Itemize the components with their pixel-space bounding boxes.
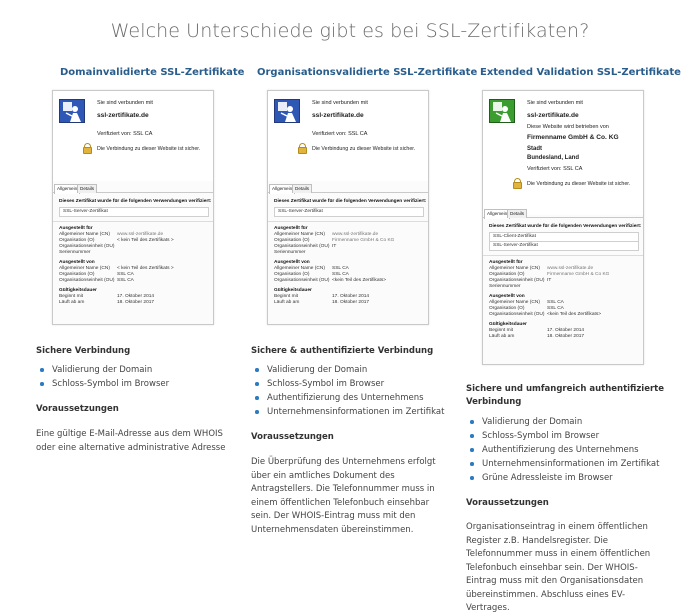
feature-list bbox=[466, 415, 659, 485]
list-item: Unternehmensinformationen im Zertifikat bbox=[466, 457, 659, 471]
list-item: Authentifizierung des Unternehmens bbox=[466, 443, 659, 457]
purpose-item: SSL-Client-Zertifikat bbox=[489, 232, 639, 242]
requirements-title: Voraussetzungen bbox=[251, 432, 334, 442]
feature-subhead: Sichere Verbindung bbox=[36, 346, 131, 356]
field-row: Beginnt mit 17. Oktober 2014 bbox=[59, 294, 155, 299]
connected-label: Sie sind verbunden mit bbox=[97, 100, 153, 106]
secure-connection-label: Die Verbindung zu dieser Website ist sicher. bbox=[97, 146, 201, 152]
certificate-dialog bbox=[267, 90, 429, 325]
certificate-header bbox=[268, 91, 428, 181]
field-row: Seriennummer bbox=[274, 250, 306, 255]
list-item: Schloss-Symbol im Browser bbox=[466, 429, 659, 443]
tab-general[interactable]: Allgemein bbox=[54, 184, 80, 194]
page-title: Welche Unterschiede gibt es bei SSL-Zertifikaten? bbox=[110, 20, 590, 42]
connected-label: Sie sind verbunden mit bbox=[312, 100, 368, 106]
feature-subhead: Sichere & authentifizierte Verbindung bbox=[251, 346, 434, 356]
field-row: Läuft ab am 18. Oktober 2017 bbox=[59, 300, 155, 305]
issued-to-heading: Ausgestellt für bbox=[274, 226, 308, 231]
field-row: Seriennummer bbox=[59, 250, 91, 255]
certificate-domain: ssl-zertifikate.de bbox=[312, 112, 364, 119]
certificate-person-icon bbox=[59, 99, 85, 123]
certificate-body bbox=[489, 224, 642, 340]
purposes-title: Dieses Zertifikat wurde für die folgenden Verwendungen verifiziert: bbox=[489, 224, 642, 229]
field-row: Organisation (O) SSL CA bbox=[59, 272, 134, 277]
list-item: Unternehmensinformationen im Zertifikat bbox=[251, 405, 444, 419]
feature-subhead: Sichere und umfangreich authentifizierte Verbindung bbox=[466, 384, 664, 407]
requirements-title: Voraussetzungen bbox=[36, 404, 119, 414]
list-item: Validierung der Domain bbox=[466, 415, 659, 429]
field-row: Organisationseinheit (OU) SSL CA bbox=[59, 278, 134, 283]
tab-details[interactable]: Details bbox=[292, 184, 312, 193]
tab-details[interactable]: Details bbox=[507, 209, 527, 218]
feature-list bbox=[36, 363, 169, 391]
certificate-header bbox=[483, 91, 643, 215]
certificate-tabs bbox=[268, 183, 428, 193]
purpose-item: SSL-Server-Zertifikat bbox=[59, 207, 209, 217]
certificate-body bbox=[274, 199, 427, 306]
certificate-domain: ssl-zertifikate.de bbox=[527, 112, 579, 119]
requirements-text: Eine gültige E-Mail-Adresse aus dem WHOIS oder eine alternative administrative Adresse bbox=[36, 429, 226, 453]
issued-by-heading: Ausgestellt von bbox=[489, 294, 525, 299]
field-row: Organisationseinheit (OU) IT bbox=[274, 244, 337, 249]
certificate-person-icon bbox=[274, 99, 300, 123]
validity-heading: Gültigkeitsdauer bbox=[274, 288, 312, 293]
column-title: Organisationsvalidierte SSL-Zertifikate bbox=[257, 67, 478, 78]
certificate-header bbox=[53, 91, 213, 181]
operated-by-label: Diese Website wird betrieben von bbox=[527, 124, 609, 130]
field-row: Beginnt mit 17. Oktober 2014 bbox=[274, 294, 370, 299]
column-title: Extended Validation SSL-Zertifikate bbox=[480, 67, 681, 78]
field-row: Allgemeiner Name (CN) www.ssl-zertifikate.de bbox=[59, 232, 164, 237]
company-state: Bundesland, Land bbox=[527, 155, 580, 161]
validity-heading: Gültigkeitsdauer bbox=[489, 322, 527, 327]
field-row: Allgemeiner Name (CN) www.ssl-zertifikate.de bbox=[274, 232, 379, 237]
issued-to-heading: Ausgestellt für bbox=[489, 260, 523, 265]
list-item: Schloss-Symbol im Browser bbox=[36, 377, 169, 391]
field-row: Organisationseinheit (OU) IT bbox=[489, 278, 552, 283]
company-city: Stadt bbox=[527, 146, 542, 152]
certificate-tabs bbox=[53, 183, 213, 193]
list-item: Validierung der Domain bbox=[251, 363, 444, 377]
verified-by-label: Verifiziert von: SSL CA bbox=[312, 131, 368, 137]
field-row: Organisationseinheit (OU) bbox=[59, 244, 115, 249]
field-row: Organisation (O) < kein Teil des Zertifikats > bbox=[59, 238, 174, 243]
issued-by-heading: Ausgestellt von bbox=[59, 260, 95, 265]
certificate-dialog bbox=[52, 90, 214, 325]
tab-general[interactable]: Allgemein bbox=[269, 184, 295, 194]
list-item: Schloss-Symbol im Browser bbox=[251, 377, 444, 391]
field-row: Organisation (O) SSL CA bbox=[489, 306, 564, 311]
tab-details[interactable]: Details bbox=[77, 184, 97, 193]
validity-heading: Gültigkeitsdauer bbox=[59, 288, 97, 293]
lock-icon bbox=[83, 143, 92, 154]
certificate-dialog bbox=[482, 90, 644, 365]
field-row: Organisationseinheit (OU) <kein Teil des Zertifikats> bbox=[489, 312, 602, 317]
field-row: Allgemeiner Name (CN) SSL CA bbox=[274, 266, 349, 271]
field-row: Läuft ab am 18. Oktober 2017 bbox=[489, 334, 585, 339]
purpose-item: SSL-Server-Zertifikat bbox=[274, 207, 424, 217]
feature-list bbox=[251, 363, 444, 419]
purposes-title: Dieses Zertifikat wurde für die folgenden Verwendungen verifiziert: bbox=[59, 199, 212, 204]
field-row: Allgemeiner Name (CN) www.ssl-zertifikate.de bbox=[489, 266, 594, 271]
verified-by-label: Verifiziert von: SSL CA bbox=[527, 166, 583, 172]
field-row: Allgemeiner Name (CN) < kein Teil des Zertifikats > bbox=[59, 266, 174, 271]
field-row: Läuft ab am 18. Oktober 2017 bbox=[274, 300, 370, 305]
certificate-body bbox=[59, 199, 212, 306]
list-item: Validierung der Domain bbox=[36, 363, 169, 377]
field-row: Beginnt mit 17. Oktober 2014 bbox=[489, 328, 585, 333]
field-row: Organisation (O) Firmenname GmbH & Co KG bbox=[489, 272, 610, 277]
certificate-person-icon bbox=[489, 99, 515, 123]
issued-to-heading: Ausgestellt für bbox=[59, 226, 93, 231]
tab-general[interactable]: Allgemein bbox=[484, 209, 510, 219]
company-name: Firmenname GmbH & Co. KG bbox=[527, 134, 619, 141]
field-row: Allgemeiner Name (CN) SSL CA bbox=[489, 300, 564, 305]
lock-icon bbox=[513, 178, 522, 189]
lock-icon bbox=[298, 143, 307, 154]
issued-by-heading: Ausgestellt von bbox=[274, 260, 310, 265]
requirements-text: Die Überprüfung des Unternehmens erfolgt über ein amtliches Dokument des Antragstellers. Die Telefonnummer muss in einem öffentlichen Telefonbuch einsehbar sein. Der WHOIS-Eintrag muss mit den Unternehmensdaten übereinstimmen. bbox=[251, 457, 436, 535]
field-row: Organisation (O) SSL CA bbox=[274, 272, 349, 277]
connected-label: Sie sind verbunden mit bbox=[527, 100, 583, 106]
field-row: Organisationseinheit (OU) <kein Teil des Zertifikats> bbox=[274, 278, 387, 283]
secure-connection-label: Die Verbindung zu dieser Website ist sicher. bbox=[312, 146, 416, 152]
purposes-title: Dieses Zertifikat wurde für die folgenden Verwendungen verifiziert: bbox=[274, 199, 427, 204]
field-row: Organisation (O) Firmenname GmbH & Co KG bbox=[274, 238, 395, 243]
verified-by-label: Verifiziert von: SSL CA bbox=[97, 131, 153, 137]
list-item: Authentifizierung des Unternehmens bbox=[251, 391, 444, 405]
requirements-title: Voraussetzungen bbox=[466, 498, 549, 508]
column-title: Domainvalidierte SSL-Zertifikate bbox=[60, 67, 245, 78]
secure-connection-label: Die Verbindung zu dieser Website ist sicher. bbox=[527, 181, 631, 187]
certificate-domain: ssl-zertifikate.de bbox=[97, 112, 149, 119]
purpose-item: SSL-Server-Zertifikat bbox=[489, 241, 639, 251]
requirements-text: Organisationseintrag in einem öffentlichen Register z.B. Handelsregister. Die Telefonnummer muss in einem öffentlichen Telefonbuch einsehbar sein. Der WHOIS-Eintrag muss mit den Organisationsdaten übereinstimmen. Abschluss eines EV-Vertrages. bbox=[466, 522, 651, 613]
certificate-tabs bbox=[483, 208, 643, 218]
field-row: Seriennummer bbox=[489, 284, 521, 289]
list-item: Grüne Adressleiste im Browser bbox=[466, 471, 659, 485]
